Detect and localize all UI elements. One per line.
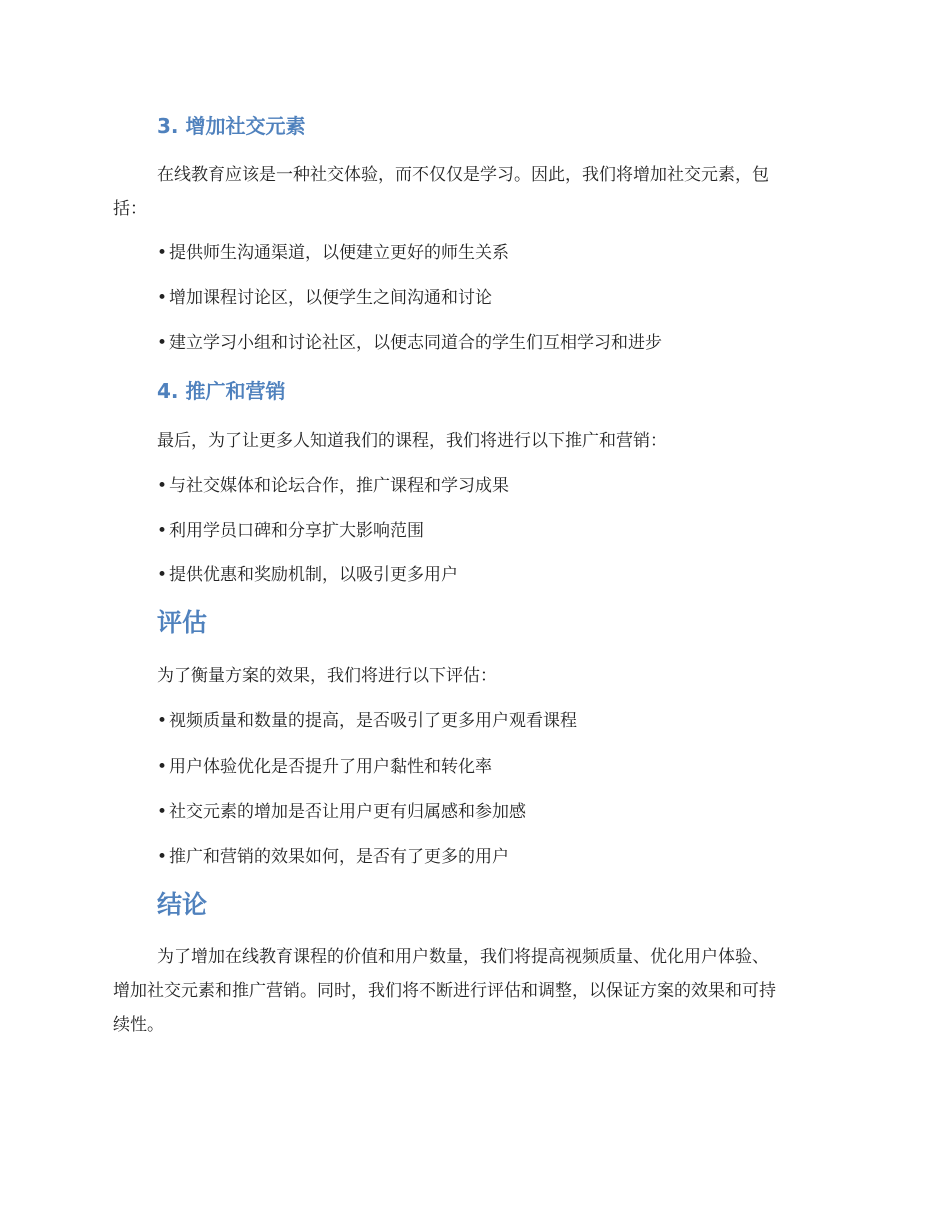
bullet-icon: • (157, 802, 168, 822)
list-item-text: 增加课程讨论区，以便学生之间沟通和讨论 (169, 288, 492, 308)
conclusion-line-1: 为了增加在线教育课程的价值和用户数量，我们将提高视频质量、优化用户体验、 (157, 947, 769, 967)
bullet-icon: • (157, 333, 168, 353)
conclusion-line-3: 续性。 (113, 1015, 164, 1035)
list-item-text: 视频质量和数量的提高，是否吸引了更多用户观看课程 (169, 711, 577, 731)
list-item (157, 518, 424, 544)
list-item-text: 与社交媒体和论坛合作，推广课程和学习成果 (169, 476, 509, 496)
bullet-icon: • (157, 288, 168, 308)
section-3-heading: 3. 增加社交元素 (157, 114, 306, 138)
evaluation-heading: 评估 (157, 608, 208, 637)
list-item (157, 708, 577, 734)
list-item (157, 844, 509, 870)
list-item (157, 330, 662, 356)
conclusion-line-2: 增加社交元素和推广营销。同时，我们将不断进行评估和调整，以保证方案的效果和可持 (113, 981, 776, 1001)
list-item-text: 用户体验优化是否提升了用户黏性和转化率 (169, 757, 492, 777)
list-item (157, 754, 492, 780)
conclusion-heading: 结论 (157, 890, 208, 919)
evaluation-intro: 为了衡量方案的效果，我们将进行以下评估： (157, 666, 497, 686)
bullet-icon: • (157, 847, 168, 867)
list-item (157, 799, 526, 825)
list-item-text: 建立学习小组和讨论社区，以便志同道合的学生们互相学习和进步 (169, 333, 662, 353)
list-item (157, 473, 509, 499)
list-item-text: 社交元素的增加是否让用户更有归属感和参加感 (169, 802, 526, 822)
bullet-icon: • (157, 243, 168, 263)
section-3-intro-line-2: 括： (113, 199, 147, 219)
list-item (157, 562, 458, 588)
list-item-text: 利用学员口碑和分享扩大影响范围 (169, 521, 424, 541)
bullet-icon: • (157, 757, 168, 777)
bullet-icon: • (157, 521, 168, 541)
list-item-text: 提供优惠和奖励机制，以吸引更多用户 (169, 565, 458, 585)
section-4-heading: 4. 推广和营销 (157, 379, 286, 403)
section-3-intro-line-1: 在线教育应该是一种社交体验，而不仅仅是学习。因此，我们将增加社交元素，包 (157, 165, 769, 185)
list-item-text: 推广和营销的效果如何，是否有了更多的用户 (169, 847, 509, 867)
list-item (157, 240, 509, 266)
bullet-icon: • (157, 711, 168, 731)
list-item (157, 285, 492, 311)
section-4-intro: 最后，为了让更多人知道我们的课程，我们将进行以下推广和营销： (157, 431, 667, 451)
list-item-text: 提供师生沟通渠道，以便建立更好的师生关系 (169, 243, 509, 263)
bullet-icon: • (157, 476, 168, 496)
bullet-icon: • (157, 565, 168, 585)
